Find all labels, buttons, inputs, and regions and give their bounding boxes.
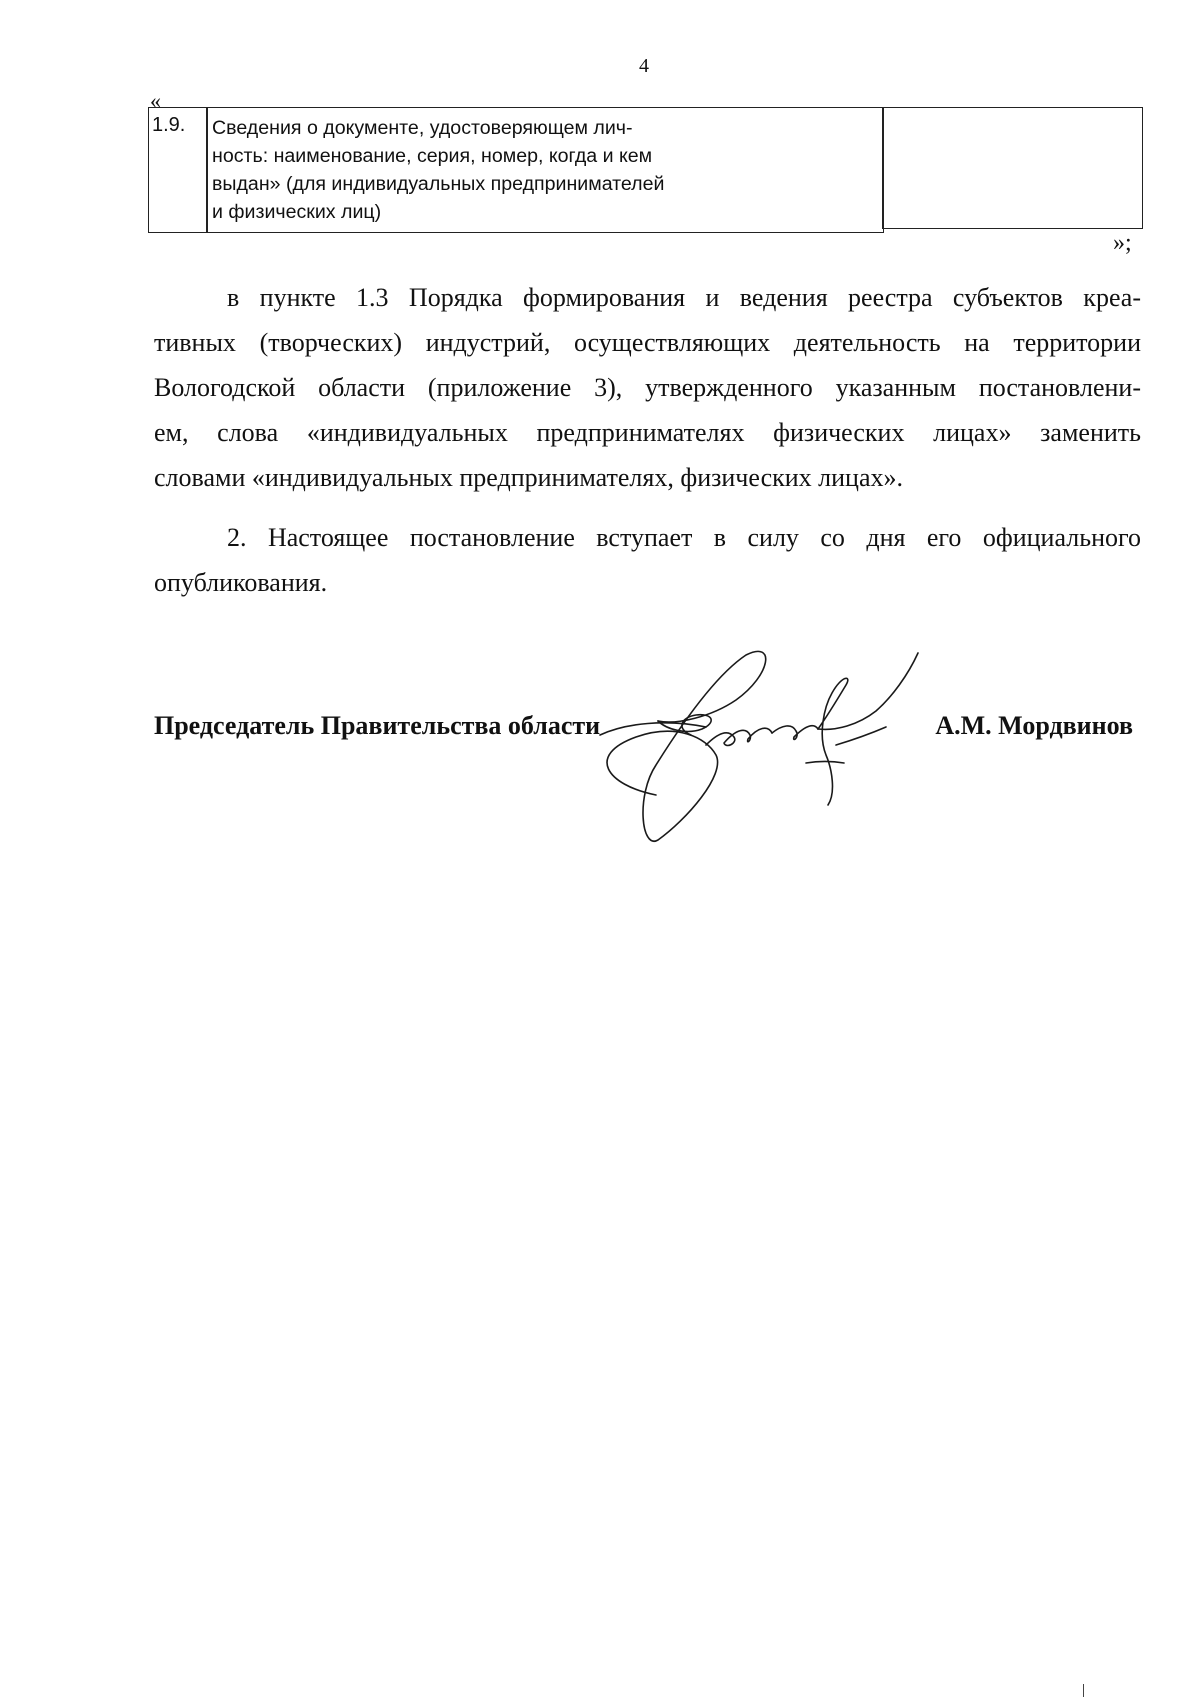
paragraph-line: 2. Настоящее постановление вступает в силу со дня его официального xyxy=(227,523,1141,552)
table-row-value xyxy=(882,107,1143,229)
paragraph-amendment xyxy=(154,275,1141,500)
paragraph-line: в пункте 1.3 Порядка формирования и ведения реестра субъектов креа- xyxy=(227,283,1141,312)
handwritten-signature xyxy=(596,645,956,845)
table-line: Сведения о документе, удостоверяющем лич- xyxy=(212,117,633,139)
table-line: выдан» (для индивидуальных предпринимателей xyxy=(212,173,665,195)
table-line: и физических лиц) xyxy=(212,201,382,223)
amendment-table xyxy=(148,107,1143,233)
paragraph-line: ем, слова «индивидуальных предпринимателях физических лицах» заменить xyxy=(154,418,1141,447)
closing-quote: »; xyxy=(1113,230,1132,256)
page-number: 4 xyxy=(639,55,649,77)
paragraph-line: опубликования. xyxy=(154,568,328,597)
table-row-description xyxy=(206,107,884,233)
scan-mark xyxy=(1083,1684,1084,1697)
paragraph-line: словами «индивидуальных предпринимателях, физических лицах». xyxy=(154,463,903,492)
table-line: ность: наименование, серия, номер, когда и кем xyxy=(212,145,653,167)
signatory-name: А.М. Мордвинов xyxy=(935,711,1133,740)
opening-quote: « xyxy=(150,88,161,113)
paragraph-line: Вологодской области (приложение 3), утвержденного указанным постановлени- xyxy=(154,373,1141,402)
signatory-position: Председатель Правительства области xyxy=(154,711,601,740)
paragraph-line: тивных (творческих) индустрий, осуществляющих деятельность на территории xyxy=(154,328,1141,357)
table-row-number: 1.9. xyxy=(148,107,208,233)
paragraph-effective-date xyxy=(154,515,1141,605)
